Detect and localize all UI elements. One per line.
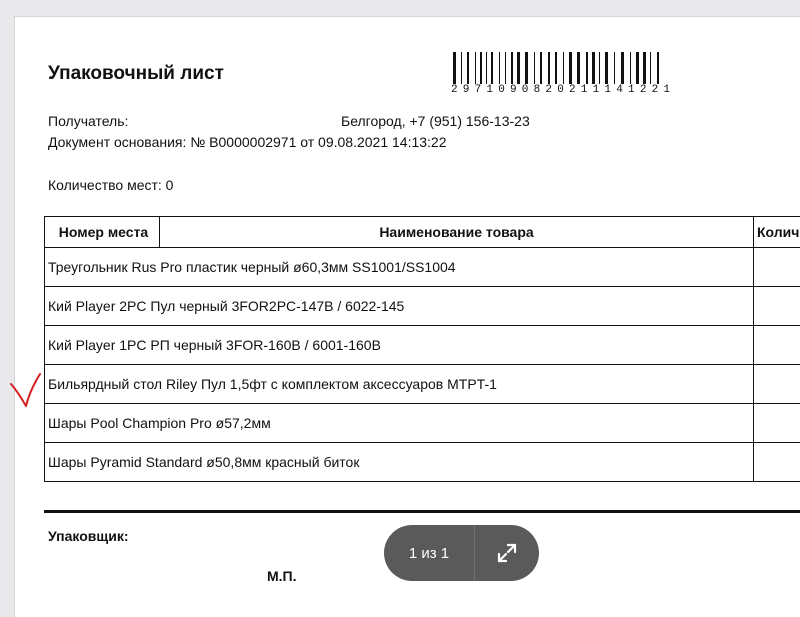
packer-label: Упаковщик: <box>48 528 129 544</box>
page-counter: 1 из 1 <box>384 545 474 562</box>
product-name-cell: Бильярдный стол Riley Пул 1,5фт с комплектом аксессуаров MTPT-1 <box>45 365 754 404</box>
barcode-bar <box>630 52 631 84</box>
barcode-bar <box>540 52 542 84</box>
pdf-viewer-controls <box>384 525 539 581</box>
header-product-name: Наименование товара <box>160 217 754 248</box>
barcode-bar <box>467 52 469 84</box>
barcode-bar <box>453 52 456 84</box>
product-name-cell: Треугольник Rus Pro пластик черный ø60,3мм SS1001/SS1004 <box>45 248 754 287</box>
header-place-number: Номер места <box>45 217 160 248</box>
barcode-bar <box>548 52 550 84</box>
recipient-label: Получатель: <box>48 113 128 129</box>
barcode-bar <box>577 52 580 84</box>
barcode-bar <box>636 52 639 84</box>
quantity-cell <box>754 404 800 443</box>
barcode-bar <box>517 52 520 84</box>
barcode-bar <box>650 52 651 84</box>
barcode-bar <box>592 52 595 84</box>
stamp-label: М.П. <box>267 568 297 584</box>
quantity-cell <box>754 365 800 404</box>
quantity-cell <box>754 287 800 326</box>
table-row <box>45 287 800 326</box>
barcode-bar <box>555 52 557 84</box>
product-name-cell: Шары Pool Champion Pro ø57,2мм <box>45 404 754 443</box>
barcode-bar <box>505 52 506 84</box>
barcode-bar <box>586 52 588 84</box>
barcode-bar <box>614 52 615 84</box>
section-divider <box>44 510 800 513</box>
expand-arrows-icon <box>496 542 518 564</box>
table-header-row <box>45 217 800 248</box>
barcode-bar <box>534 52 535 84</box>
handwritten-checkmark-icon <box>8 370 42 410</box>
product-name-cell: Кий Player 1PC РП черный 3FOR-160B / 6001-160B <box>45 326 754 365</box>
barcode-bar <box>605 52 608 84</box>
product-name-cell: Шары Pyramid Standard ø50,8мм красный биток <box>45 443 754 482</box>
barcode-bar <box>499 52 500 84</box>
document-title: Упаковочный лист <box>48 63 224 85</box>
header-quantity: Колич <box>754 217 800 248</box>
table-row <box>45 404 800 443</box>
table-row <box>45 248 800 287</box>
barcode-bar <box>491 52 493 84</box>
barcode-bar <box>511 52 513 84</box>
barcode-bar <box>480 52 482 84</box>
expand-button[interactable] <box>475 525 539 581</box>
quantity-cell <box>754 248 800 287</box>
recipient-value: Белгород, +7 (951) 156-13-23 <box>341 113 530 129</box>
places-count-line: Количество мест: 0 <box>48 177 173 193</box>
barcode-bar <box>599 52 600 84</box>
barcode-bar <box>475 52 476 84</box>
barcode-bar <box>525 52 528 84</box>
product-name-cell: Кий Player 2PC Пул черный 3FOR2PC-147B / 6022-145 <box>45 287 754 326</box>
barcode-bar <box>563 52 564 84</box>
barcode-bar <box>657 52 659 84</box>
barcode-bar <box>569 52 572 84</box>
table-row <box>45 443 800 482</box>
barcode-bar <box>486 52 487 84</box>
table-row <box>45 326 800 365</box>
table-row <box>45 365 800 404</box>
quantity-cell <box>754 443 800 482</box>
barcode-number: 2971090820211141221 <box>451 84 721 96</box>
goods-table <box>44 216 800 482</box>
barcode-bar <box>643 52 646 84</box>
barcode-bar <box>621 52 624 84</box>
barcode-bar <box>461 52 462 84</box>
basis-document-line: Документ основания: № В0000002971 от 09.08.2021 14:13:22 <box>48 134 447 150</box>
quantity-cell <box>754 326 800 365</box>
